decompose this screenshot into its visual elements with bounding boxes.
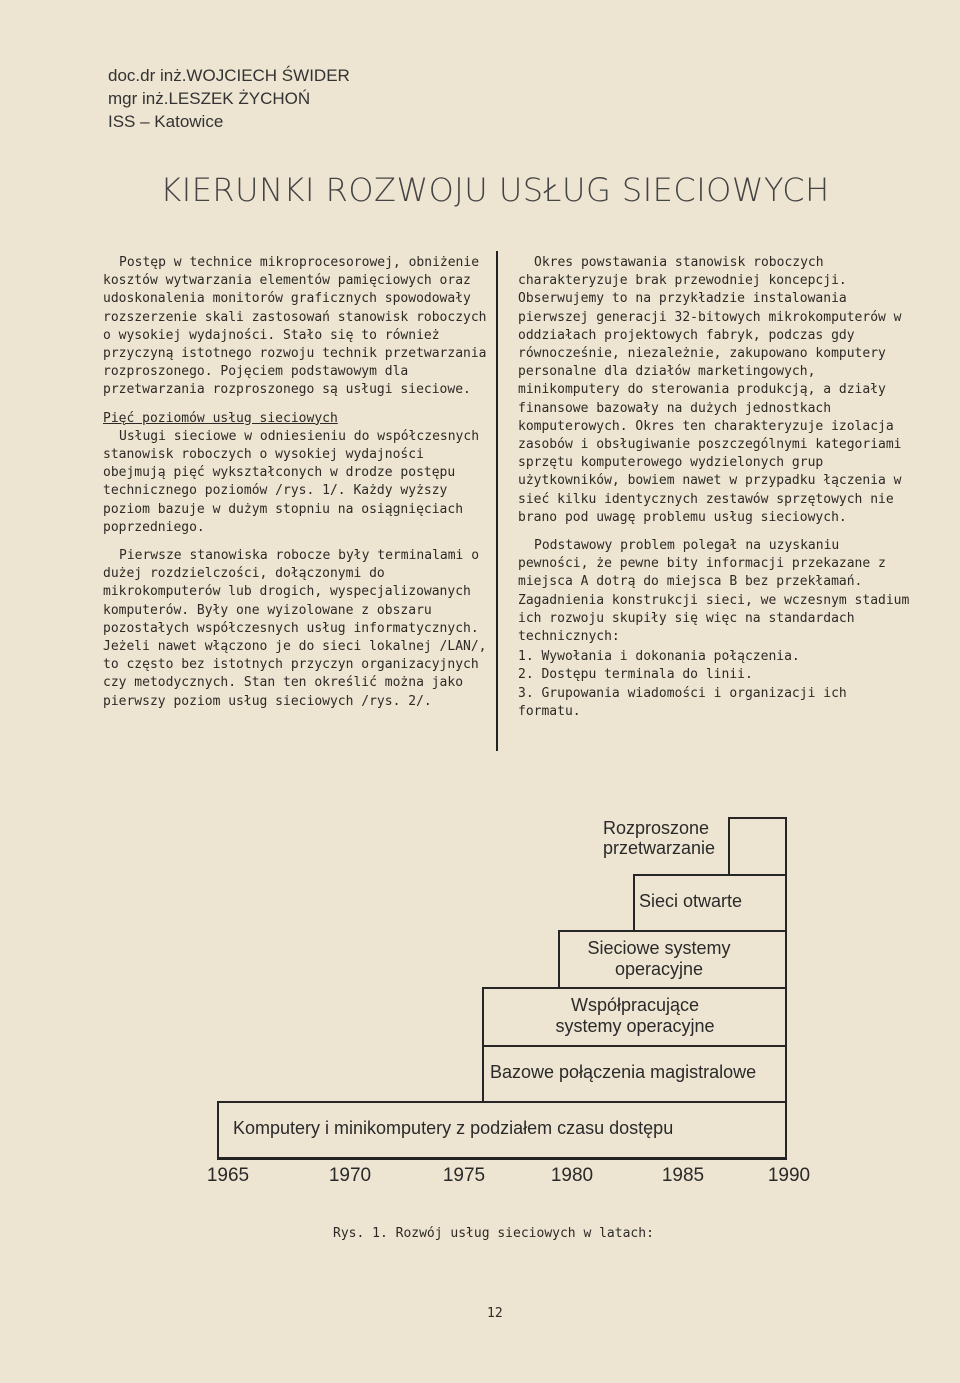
author-1: doc.dr inż.WOJCIECH ŚWIDER <box>108 66 350 85</box>
section-heading: Pięć poziomów usług sieciowych <box>103 410 338 426</box>
level-box-network-os <box>558 930 787 989</box>
level-label: Sieci otwarte <box>639 891 743 911</box>
level-box-distributed-processing <box>728 817 787 876</box>
year-tick-label: 1965 <box>206 1165 250 1186</box>
year-tick-label: 1970 <box>328 1165 372 1186</box>
year-tick-label: 1975 <box>442 1165 486 1186</box>
author-affiliation: ISS – Katowice <box>108 112 224 131</box>
list-item: 3. Grupowania wiadomości i organizacji ich formatu. <box>518 685 847 719</box>
year-tick-label: 1980 <box>550 1165 594 1186</box>
paragraph-intro: Postęp w technice mikroprocesorowej, obniżenie kosztów wytwarzania elementów pamięciowych oraz udoskonalenia monitorów graficznych spowodowały rozszerzenie skali zastosowań stanowisk roboczych o wysokiej wydajności. Stało się to również przyczyną istotnego rozwoju technik przetwarzania rozproszonego. Pojęciem podstawowym dla przetwarzania rozproszonego są usługi sieciowe. <box>103 255 487 398</box>
level-box-bus-connections <box>482 1045 787 1103</box>
level-label: Komputery i minikomputery z podziałem czasu dostępu <box>233 1118 674 1138</box>
author-2: mgr inż.LESZEK ŻYCHOŃ <box>108 89 311 108</box>
paragraph-basic-problem: Podstawowy problem polegał na uzyskaniu pewności, że pewne bity informacji przekazane z miejsca A dotrą do miejsca B bez przekłamań. Zagadnienia konstrukcji sieci, we wczesnym stadium ich rozwoju skupiły się więc na standardach technicznych: <box>518 538 910 645</box>
authors-block <box>108 64 350 133</box>
list-item: 1. Wywołania i dokonania połączenia. <box>518 649 800 665</box>
list-item: 2. Dostępu terminala do linii. <box>518 667 753 683</box>
level-label-distributed-processing: Rozproszone przetwarzanie <box>603 818 716 858</box>
level-box-open-networks <box>633 874 787 932</box>
paragraph-period: Okres powstawania stanowisk roboczych charakteryzuje brak przewodniej koncepcji. Obserwujemy to na przykładzie instalowania pierwszej generacji 32-bitowych mikrokomputerów w oddziałach projektowych fabryk, podczas gdy równocześnie, niezależnie, zakupowano komputery personalne dla działów marketingowych, minikomputery do sterowania produkcją, a działy finansowe bazowały na dużych jednostkach komputerowych. Okres ten charakteryzuje izolacja zasobów i obsługiwanie poszczególnymi kategoriami sprzętu komputerowego wydzielonych grup użytkowników, bowiem nawet w przypadku łączenia w sieć kilku identycznych zestawów sprzętowych nie brano pod uwagę problemu usług sieciowych. <box>518 255 902 525</box>
level-label: Współpracujące systemy operacyjne <box>555 995 715 1036</box>
left-column <box>103 254 491 711</box>
column-divider <box>496 251 498 751</box>
level-label: Sieciowe systemy operacyjne <box>587 938 731 979</box>
right-column <box>518 254 910 721</box>
year-tick-label: 1985 <box>661 1165 705 1186</box>
year-tick-label: 1990 <box>767 1165 811 1186</box>
figure-caption: Rys. 1. Rozwój usług sieciowych w latach: <box>333 1226 654 1241</box>
level-box-cooperating-os <box>482 987 787 1047</box>
level-box-timesharing <box>217 1101 787 1159</box>
paragraph-first-stations: Pierwsze stanowiska robocze były terminalami o dużej rozdzielczości, dołączonymi do mikrokomputerów lub drogich, wyspecjalizowanych komputerów. Były one wyizolowane z obszaru pozostałych współczesnych usług informatycznych. Jeżeli nawet włączono je do sieci lokalnej /LAN/, to często bez istotnych przyczyn organizacyjnych czy metodycznych. Stan ten określić można jako pierwszy poziom usług sieciowych /rys. 2/. <box>103 548 487 709</box>
article-title: KIERUNKI ROZWOJU USŁUG SIECIOWYCH <box>160 171 830 209</box>
page-number: 12 <box>487 1306 503 1321</box>
paragraph-levels: Usługi sieciowe w odniesieniu do współczesnych stanowisk roboczych o wysokiej wydajności obejmują pięć wykształconych w drodze postępu technicznego poziomów /rys. 1/. Każdy wyższy poziom bazuje w dużym stopniu na osiągnięciach poprzedniego. <box>103 428 480 535</box>
level-label: Bazowe połączenia magistralowe <box>490 1062 757 1082</box>
standards-list <box>518 648 910 721</box>
